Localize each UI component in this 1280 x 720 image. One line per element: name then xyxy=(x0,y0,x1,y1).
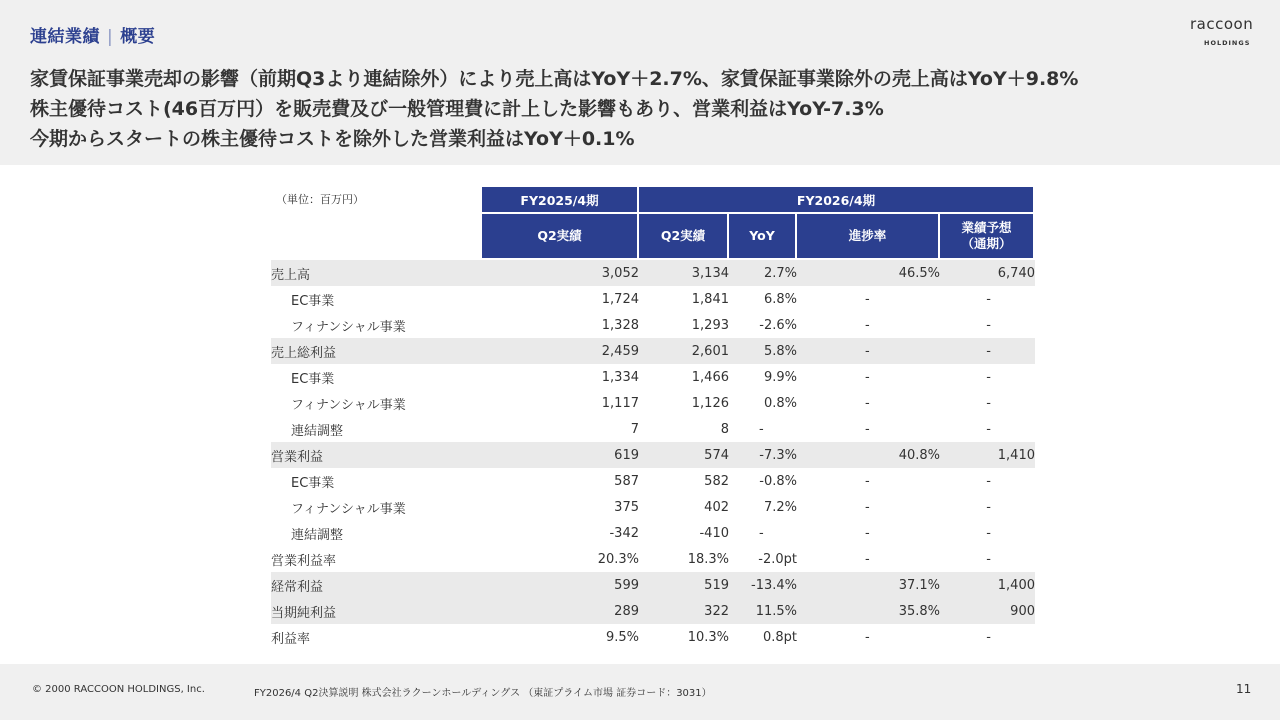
header-fy2025: FY2025/4期 xyxy=(482,187,639,214)
subsection-name: 概要 xyxy=(120,27,156,47)
company-logo xyxy=(1190,15,1265,47)
cell-progress: - xyxy=(865,629,870,645)
document-name: FY2026/4 Q2決算説明 株式会社ラクーンホールディングス （東証プライム市場 証券コード：3031） xyxy=(254,688,712,699)
cell-progress: - xyxy=(865,525,870,541)
cell-forecast: - xyxy=(986,395,991,411)
cell-q2-fy2025: 619 xyxy=(482,442,639,468)
cell-q2-fy2025: 2,459 xyxy=(482,338,639,364)
cell-q2-fy2025: 1,724 xyxy=(601,291,639,307)
table-row xyxy=(271,442,1035,468)
cell-yoy: -13.4% xyxy=(729,572,797,598)
cell-q2-fy2025: 599 xyxy=(482,572,639,598)
cell-yoy: 9.9% xyxy=(763,369,797,385)
cell-forecast: - xyxy=(940,338,1035,364)
table-row xyxy=(271,260,1035,286)
cell-forecast: - xyxy=(986,499,991,515)
cell-progress: - xyxy=(865,421,870,437)
headline xyxy=(30,64,1250,154)
row-label: 営業利益 xyxy=(271,442,482,468)
cell-q2-fy2025: 375 xyxy=(614,499,639,515)
cell-q2-fy2026: 2,601 xyxy=(639,338,729,364)
header-fy2026: FY2026/4期 xyxy=(639,187,1035,214)
cell-progress: - xyxy=(865,499,870,515)
header-blank-2 xyxy=(271,214,482,260)
cell-q2-fy2025: 9.5% xyxy=(605,629,639,645)
table-row xyxy=(271,390,1035,416)
table-row xyxy=(271,416,1035,442)
cell-progress: - xyxy=(865,551,870,567)
table-row xyxy=(271,338,1035,364)
row-label: EC事業 xyxy=(291,371,335,387)
cell-forecast: 6,740 xyxy=(940,260,1035,286)
table-header-row-2 xyxy=(271,214,1035,260)
cell-forecast: - xyxy=(986,317,991,333)
header-forecast-line-1: 業績予想 xyxy=(961,220,1012,235)
cell-yoy: 2.7% xyxy=(729,260,797,286)
table-row xyxy=(271,572,1035,598)
cell-yoy: 0.8pt xyxy=(762,629,797,645)
copyright: © 2000 RACCOON HOLDINGS, Inc. xyxy=(32,684,205,695)
cell-progress: - xyxy=(797,338,940,364)
cell-yoy: -0.8% xyxy=(759,473,797,489)
row-label: フィナンシャル事業 xyxy=(291,501,406,517)
cell-yoy: - xyxy=(759,525,764,541)
table-row xyxy=(271,364,1035,390)
cell-q2-fy2025: -342 xyxy=(609,525,639,541)
cell-yoy: 6.8% xyxy=(763,291,797,307)
row-label: EC事業 xyxy=(291,475,335,491)
row-label: 連結調整 xyxy=(291,423,344,439)
cell-q2-fy2025: 7 xyxy=(630,421,639,437)
table-body xyxy=(271,260,1035,650)
cell-yoy: -7.3% xyxy=(729,442,797,468)
cell-progress: - xyxy=(865,473,870,489)
cell-forecast: - xyxy=(986,421,991,437)
cell-yoy: 5.8% xyxy=(729,338,797,364)
cell-progress: - xyxy=(865,395,870,411)
cell-progress: - xyxy=(865,317,870,333)
header-progress: 進捗率 xyxy=(797,214,940,260)
headline-line-2: 株主優待コスト(46百万円）を販売費及び一般管理費に計上した影響もあり、営業利益はYoY-7.3% xyxy=(30,98,884,120)
cell-q2-fy2026: 8 xyxy=(720,421,729,437)
cell-yoy: -2.0pt xyxy=(758,551,797,567)
header-forecast-line-2: （通期） xyxy=(961,236,1012,251)
header-forecast xyxy=(940,214,1035,260)
cell-forecast: 1,400 xyxy=(940,572,1035,598)
row-label: 経常利益 xyxy=(271,572,482,598)
row-label: EC事業 xyxy=(291,293,335,309)
table-row xyxy=(271,312,1035,338)
cell-q2-fy2026: 574 xyxy=(639,442,729,468)
table-row xyxy=(271,520,1035,546)
page-number: 11 xyxy=(1236,682,1252,696)
cell-forecast: - xyxy=(986,369,991,385)
cell-progress: - xyxy=(865,369,870,385)
cell-q2-fy2025: 289 xyxy=(482,598,639,624)
cell-q2-fy2026: 1,466 xyxy=(691,369,729,385)
cell-q2-fy2026: 582 xyxy=(704,473,729,489)
cell-q2-fy2025: 587 xyxy=(614,473,639,489)
cell-forecast: - xyxy=(986,629,991,645)
cell-q2-fy2025: 1,117 xyxy=(601,395,639,411)
cell-forecast: - xyxy=(986,291,991,307)
row-label: 売上総利益 xyxy=(271,338,482,364)
headline-line-3: 今期からスタートの株主優待コストを除外した営業利益はYoY＋0.1% xyxy=(30,128,635,150)
section-name: 連結業績 xyxy=(30,27,100,47)
cell-progress: 37.1% xyxy=(797,572,940,598)
row-label: 営業利益率 xyxy=(271,553,337,569)
cell-q2-fy2026: 402 xyxy=(704,499,729,515)
cell-yoy: 11.5% xyxy=(729,598,797,624)
table-row xyxy=(271,598,1035,624)
cell-q2-fy2026: 10.3% xyxy=(687,629,729,645)
unit-label: （単位：百万円） xyxy=(276,193,364,206)
cell-q2-fy2026: 519 xyxy=(639,572,729,598)
table-row xyxy=(271,624,1035,650)
logo-subtext: HOLDINGS xyxy=(1204,39,1251,47)
row-label: フィナンシャル事業 xyxy=(291,319,406,335)
title-separator: | xyxy=(107,27,114,47)
cell-yoy: 0.8% xyxy=(763,395,797,411)
cell-forecast: 1,410 xyxy=(940,442,1035,468)
cell-q2-fy2026: 18.3% xyxy=(687,551,729,567)
header-q2-prev: Q2実績 xyxy=(482,214,639,260)
cell-forecast: - xyxy=(986,473,991,489)
cell-q2-fy2026: 3,134 xyxy=(639,260,729,286)
cell-yoy: -2.6% xyxy=(759,317,797,333)
table-row xyxy=(271,286,1035,312)
table-row xyxy=(271,546,1035,572)
cell-forecast: 900 xyxy=(940,598,1035,624)
cell-forecast: - xyxy=(986,525,991,541)
cell-forecast: - xyxy=(986,551,991,567)
row-label: 売上高 xyxy=(271,260,482,286)
row-label: 当期純利益 xyxy=(271,598,482,624)
cell-q2-fy2026: 1,293 xyxy=(691,317,729,333)
cell-progress: 35.8% xyxy=(797,598,940,624)
cell-yoy: - xyxy=(759,421,764,437)
cell-yoy: 7.2% xyxy=(763,499,797,515)
section-title xyxy=(30,22,155,47)
cell-q2-fy2025: 1,328 xyxy=(601,317,639,333)
cell-q2-fy2025: 1,334 xyxy=(601,369,639,385)
cell-q2-fy2025: 20.3% xyxy=(597,551,639,567)
row-label: フィナンシャル事業 xyxy=(291,397,406,413)
cell-progress: 40.8% xyxy=(797,442,940,468)
cell-q2-fy2026: 322 xyxy=(639,598,729,624)
header-blank xyxy=(271,187,482,214)
table-row xyxy=(271,468,1035,494)
cell-q2-fy2026: -410 xyxy=(699,525,729,541)
headline-line-1: 家賃保証事業売却の影響（前期Q3より連結除外）により売上高はYoY＋2.7%、家賃保証事業除外の売上高はYoY＋9.8% xyxy=(30,68,1079,90)
row-label: 連結調整 xyxy=(291,527,344,543)
cell-q2-fy2026: 1,841 xyxy=(691,291,729,307)
cell-progress: 46.5% xyxy=(797,260,940,286)
row-label: 利益率 xyxy=(271,631,311,647)
cell-q2-fy2025: 3,052 xyxy=(482,260,639,286)
financial-table xyxy=(271,187,1035,650)
cell-q2-fy2026: 1,126 xyxy=(691,395,729,411)
table-header-row-1 xyxy=(271,187,1035,214)
table-row xyxy=(271,494,1035,520)
cell-progress: - xyxy=(865,291,870,307)
logo-text: raccoon xyxy=(1190,15,1254,33)
header-yoy: YoY xyxy=(729,214,797,260)
header-q2: Q2実績 xyxy=(639,214,729,260)
